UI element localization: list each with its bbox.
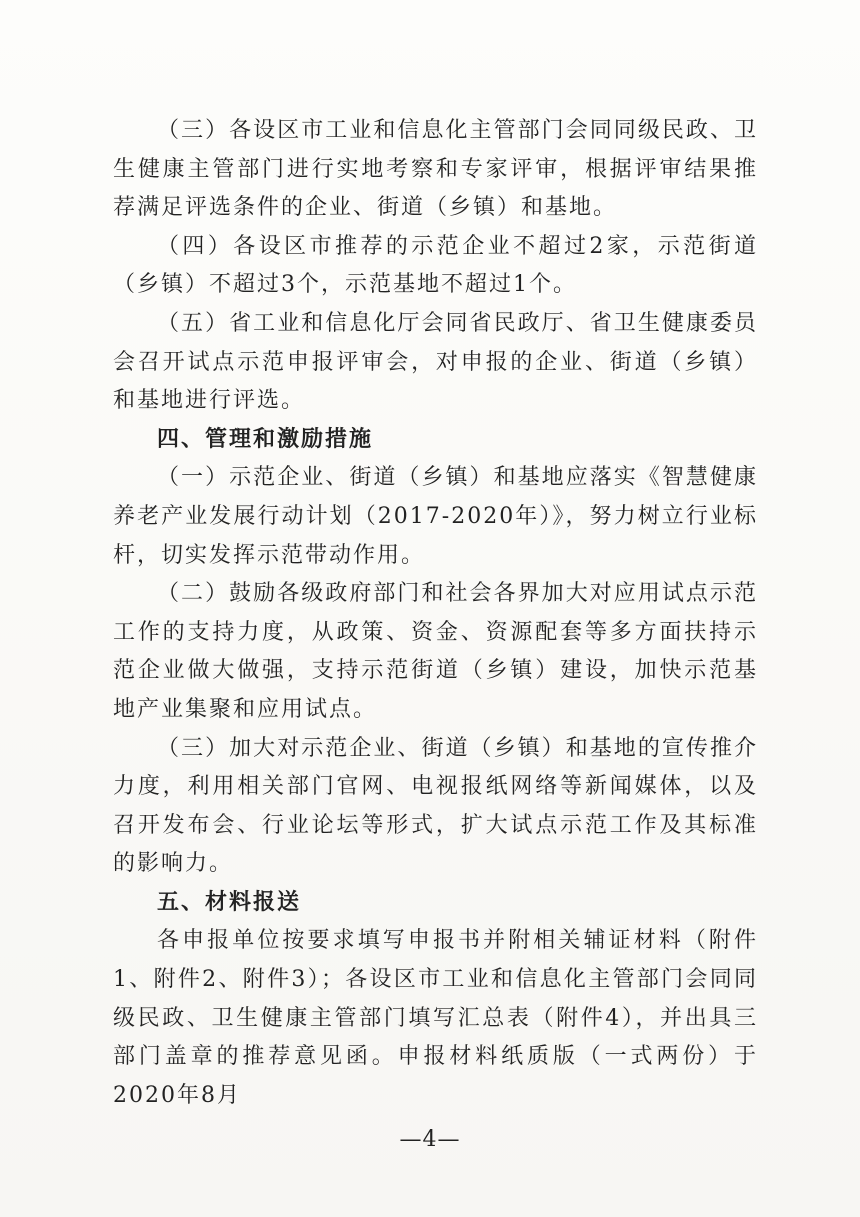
page-number: —4—	[399, 1127, 461, 1152]
section-heading-4: 四、管理和激励措施	[157, 426, 374, 452]
paragraph-3-3: （五）省工业和信息化厅会同省民政厅、省卫生健康委员会召开试点示范申报评审会，对申报的企业、街道（乡镇）和基地进行评选。	[113, 310, 758, 414]
paragraph-3-1: （三）各设区市工业和信息化主管部门会同同级民政、卫生健康主管部门进行实地考察和专家评审，根据评审结果推荐满足评选条件的企业、街道（乡镇）和基地。	[113, 118, 758, 221]
paragraph-4-1: （一）示范企业、街道（乡镇）和基地应落实《智慧健康养老产业发展行动计划（2017-2020年）》，努力树立行业标杆，切实发挥示范带动作用。	[113, 465, 758, 568]
paragraph-3-2: （四）各设区市推荐的示范企业不超过2家，示范街道（乡镇）不超过3个，示范基地不超过1个。	[113, 233, 758, 298]
paragraph-4-2: （二）鼓励各级政府部门和社会各界加大对应用试点示范工作的支持力度，从政策、资金、资源配套等多方面扶持示范企业做大做强，支持示范街道（乡镇）建设，加快示范基地产业集聚和应用试点。	[113, 581, 758, 722]
section-heading-5: 五、材料报送	[157, 889, 302, 915]
paragraph-4-3: （三）加大对示范企业、街道（乡镇）和基地的宣传推介力度，利用相关部门官网、电视报纸网络等新闻媒体，以及召开发布会、行业论坛等形式，扩大试点示范工作及其标准的影响力。	[113, 735, 758, 877]
paragraph-5-1: 各申报单位按要求填写申报书并附相关辅证材料（附件1、附件2、附件3）；各设区市工业和信息化主管部门会同同级民政、卫生健康主管部门填写汇总表（附件4），并出具三部门盖章的推荐意见函。申报材料纸质版（一式两份）于2020年8月	[113, 928, 758, 1108]
document-body	[113, 112, 758, 1115]
